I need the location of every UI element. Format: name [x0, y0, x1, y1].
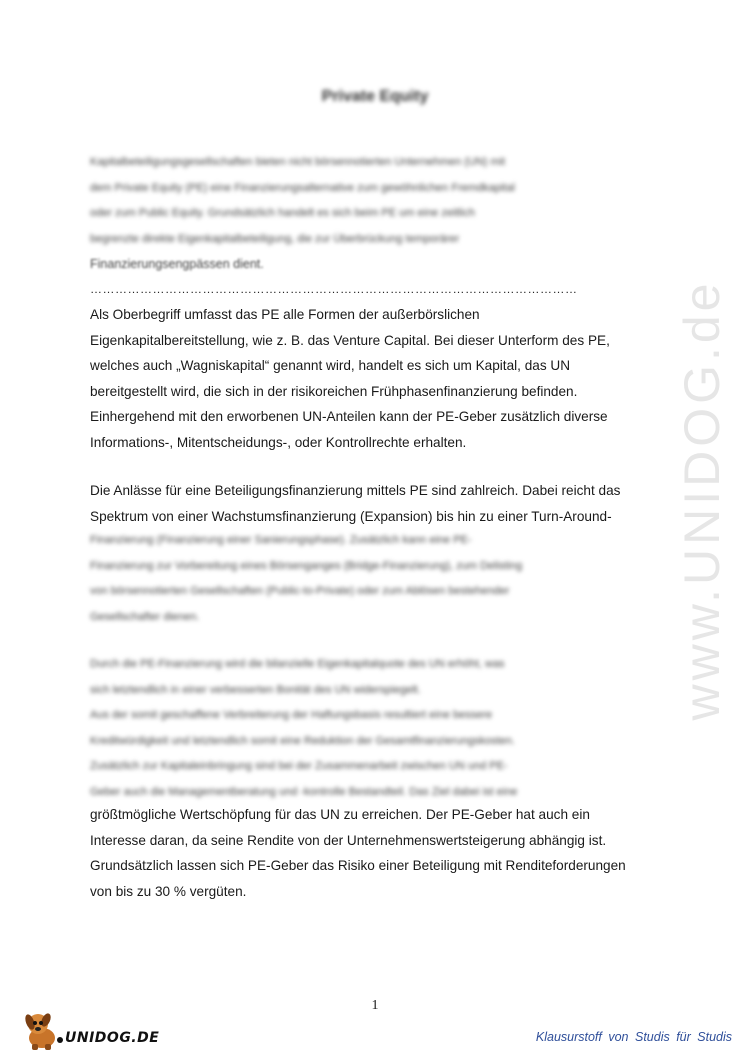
paragraph-line: Kreditwürdigkeit und letztendlich somit eine Reduktion der Gesamtfinanzierungskosten. [90, 734, 515, 747]
paragraph-3-clear [90, 802, 660, 904]
paragraph-line: Informations-, Mitentscheidungs-, oder Kontrollrechte erhalten. [90, 434, 467, 450]
intro-line: begrenzte direkte Eigenkapitalbeteiligung, die zur Überbrückung temporärer [90, 232, 460, 245]
paragraph-2-blurred [90, 528, 660, 630]
page-number: 1 [371, 998, 379, 1013]
paragraph-line: Gesellschafter dienen. [90, 610, 200, 623]
intro-line: oder zum Public Equity. Grundsätzlich handelt es sich beim PE um eine zeitlich [90, 207, 475, 219]
intro-line: Finanzierungsengpässen dient. [90, 257, 264, 271]
paragraph-line: Eigenkapitalbereitstellung, wie z. B. das Venture Capital. Bei dieser Unterform des PE, [90, 332, 610, 348]
intro-line: Kapitalbeteiligungsgesellschaften bieten nicht börsennotierten Unternehmen (UN) mit [90, 156, 506, 168]
paragraph-line: bereitgestellt wird, die sich in der risikoreichen Frühphasenfinanzierung befinden. [90, 383, 578, 399]
unidog-logo[interactable] [20, 1010, 180, 1050]
footer-tagline: Klausurstoff von Studis für Studis [535, 1030, 732, 1044]
paragraph-line: Zusätzlich zur Kapitaleinbringung sind bei der Zusammenarbeit zwischen UN und PE- [90, 760, 508, 772]
paragraph-line: Geber auch die Managementberatung und -kontrolle Bestandteil. Das Ziel dabei ist eine [90, 785, 518, 798]
watermark [672, 270, 732, 730]
dog-mascot-icon [20, 1010, 64, 1052]
paragraph-line: Finanzierung (Finanzierung einer Sanierungsphase). Zusätzlich kann eine PE- [90, 534, 472, 546]
page-title: Private Equity [321, 88, 429, 105]
paragraph-line: größtmögliche Wertschöpfung für das UN zu erreichen. Der PE-Geber hat auch ein [90, 807, 590, 822]
separator-dots: ……………………………………………………………………………………………………… [90, 282, 578, 296]
watermark-text: www.UNIDOG.de [674, 279, 730, 721]
paragraph-2-clear [90, 478, 660, 529]
paragraph-line: welches auch „Wagniskapital“ genannt wird, handelt es sich um Kapital, das UN [90, 358, 571, 373]
paragraph-line: Grundsätzlich lassen sich PE-Geber das Risiko einer Beteiligung mit Renditeforderungen [90, 858, 626, 873]
logo-text: UNIDOG.DE [65, 1030, 160, 1046]
intro-blurred [90, 150, 660, 278]
paragraph-line: Finanzierung zur Vorbereitung eines Börsenganges (Bridge-Finanzierung), zum Delisting [90, 559, 523, 572]
paragraph-line: Durch die PE-Finanzierung wird die bilanzielle Eigenkapitalquote des UN erhöht, was [90, 658, 505, 670]
intro-line: dem Private Equity (PE) eine Finanzierungsalternative zum gewöhnlichen Fremdkapital [90, 181, 515, 194]
paragraph-line: von bis zu 30 % vergüten. [90, 883, 247, 899]
paragraph-line: Als Oberbegriff umfasst das PE alle Formen der außerbörslichen [90, 307, 480, 322]
paragraph-line: Interesse daran, da seine Rendite von der Unternehmenswertsteigerung abhängig ist. [90, 832, 607, 848]
paragraph-1 [90, 302, 660, 455]
paragraph-3-blurred [90, 652, 660, 805]
paragraph-line: Aus der somit geschaffene Verbreiterung der Haftungsbasis resultiert eine bessere [90, 709, 493, 721]
paragraph-line: Einhergehend mit den erworbenen UN-Anteilen kann der PE-Geber zusätzlich diverse [90, 409, 608, 424]
paragraph-line: Spektrum von einer Wachstumsfinanzierung (Expansion) bis hin zu einer Turn-Around- [90, 508, 612, 524]
paragraph-line: von börsennotierten Gesellschaften (Public-to-Private) oder zum Ablösen bestehender [90, 585, 510, 597]
paragraph-line: Die Anlässe für eine Beteiligungsfinanzierung mittels PE sind zahlreich. Dabei reicht das [90, 483, 621, 498]
paragraph-line: sich letztendlich in einer verbesserten Bonität des UN widerspiegelt. [90, 683, 421, 696]
